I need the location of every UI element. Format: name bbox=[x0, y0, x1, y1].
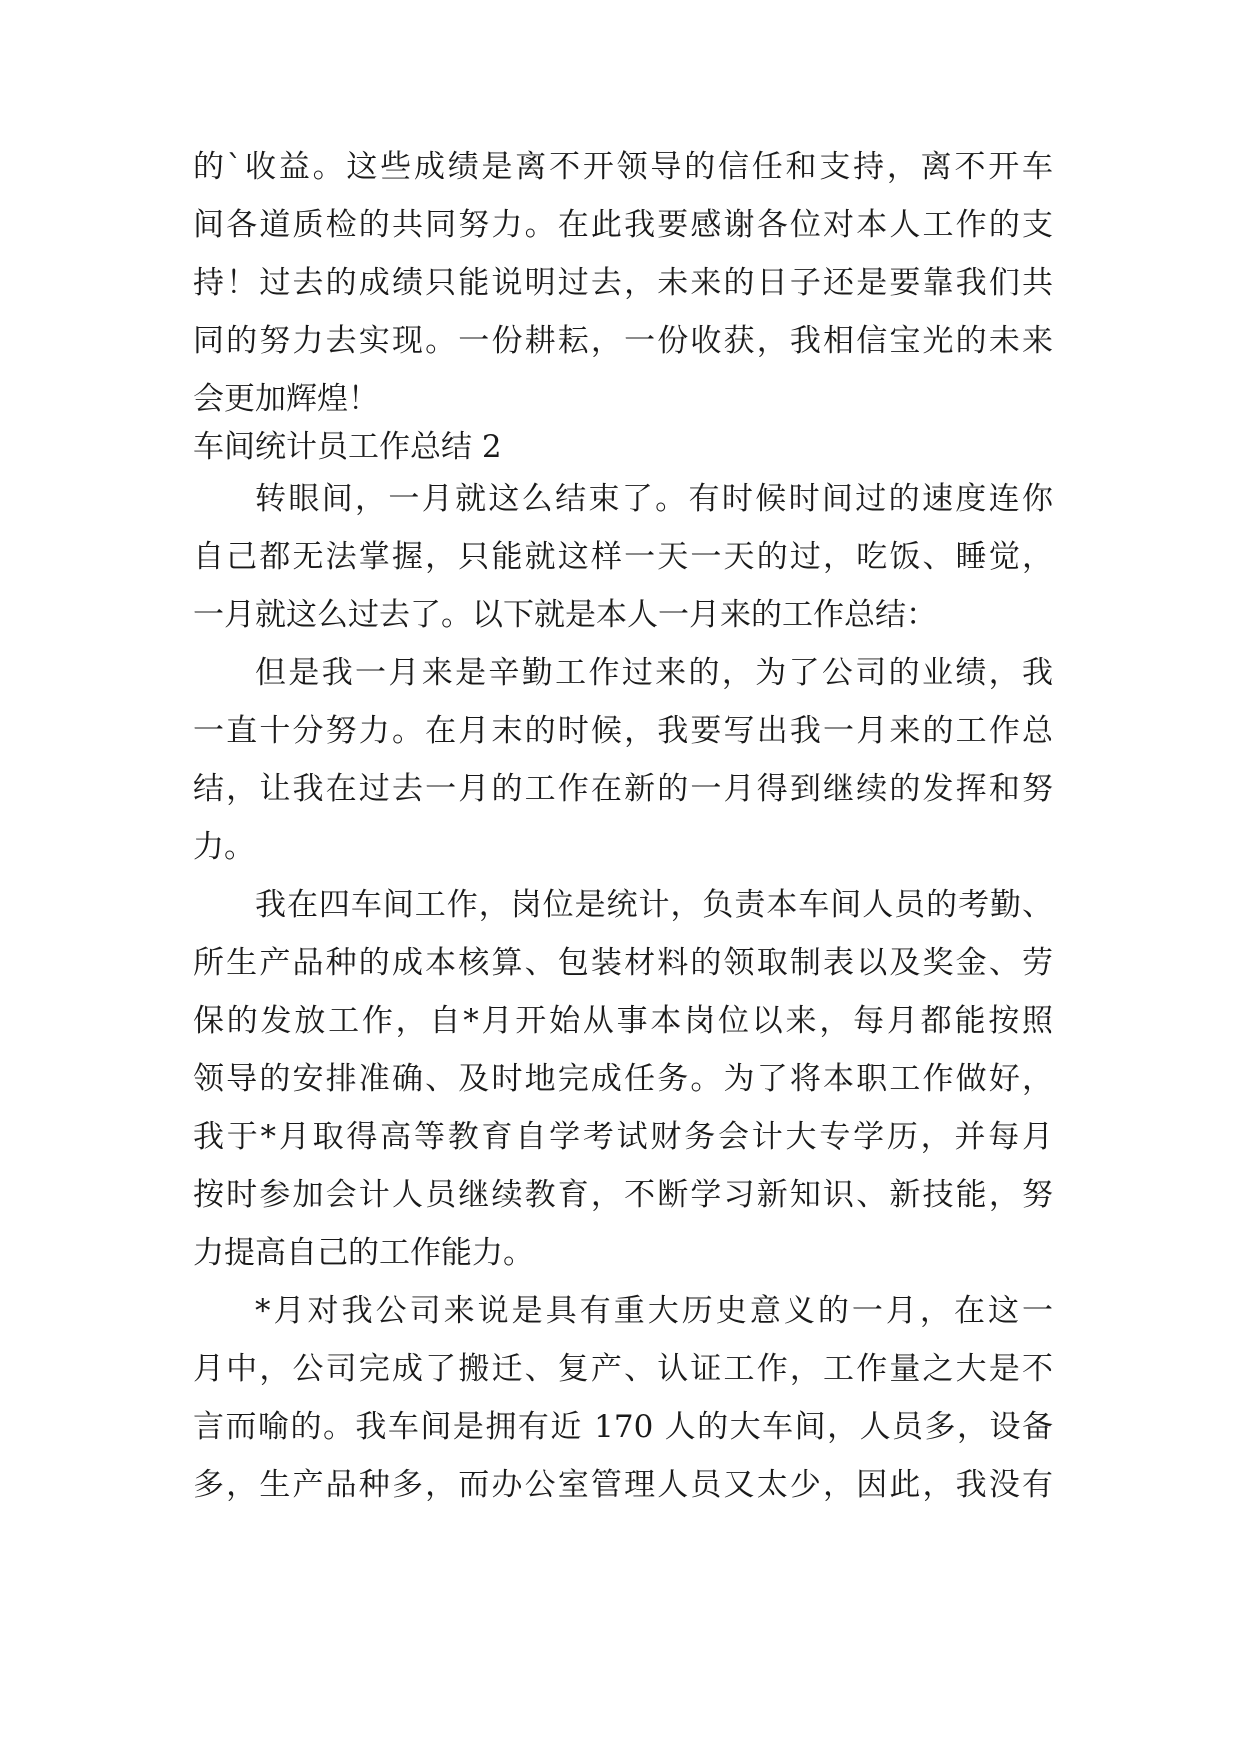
text-line: 保的发放工作，自*月开始从事本岗位以来，每月都能按照 bbox=[193, 1003, 1053, 1039]
text-line: 言而喻的。我车间是拥有近 170 人的大车间，人员多，设备 bbox=[193, 1409, 1053, 1445]
text-line: 间各道质检的共同努力。在此我要感谢各位对本人工作的支 bbox=[193, 207, 1053, 243]
text-line: 我于*月取得高等教育自学考试财务会计大专学历，并每月 bbox=[193, 1119, 1053, 1155]
paragraph-first-line: 但是我一月来是辛勤工作过来的，为了公司的业绩，我 bbox=[255, 655, 1053, 691]
text-line: 所生产品种的成本核算、包装材料的领取制表以及奖金、劳 bbox=[193, 945, 1053, 981]
text-line: 按时参加会计人员继续教育，不断学习新知识、新技能，努 bbox=[193, 1177, 1053, 1213]
text-line: 会更加辉煌！ bbox=[193, 381, 379, 417]
paragraph-first-line: *月对我公司来说是具有重大历史意义的一月，在这一 bbox=[255, 1293, 1053, 1329]
section-heading: 车间统计员工作总结 2 bbox=[193, 429, 502, 465]
text-line: 同的努力去实现。一份耕耘，一份收获，我相信宝光的未来 bbox=[193, 323, 1053, 359]
text-line: 力。 bbox=[193, 829, 255, 865]
text-line: 领导的安排准确、及时地完成任务。为了将本职工作做好， bbox=[193, 1061, 1053, 1097]
text-line: 一月就这么过去了。以下就是本人一月来的工作总结： bbox=[193, 597, 937, 633]
text-line: 力提高自己的工作能力。 bbox=[193, 1235, 534, 1271]
text-line: 持！过去的成绩只能说明过去，未来的日子还是要靠我们共 bbox=[193, 265, 1053, 301]
text-line: 一直十分努力。在月末的时候，我要写出我一月来的工作总 bbox=[193, 713, 1053, 749]
text-line: 多，生产品种多，而办公室管理人员又太少，因此，我没有 bbox=[193, 1467, 1053, 1503]
text-line: 结，让我在过去一月的工作在新的一月得到继续的发挥和努 bbox=[193, 771, 1053, 807]
paragraph-first-line: 转眼间，一月就这么结束了。有时候时间过的速度连你 bbox=[255, 481, 1053, 517]
paragraph-first-line: 我在四车间工作，岗位是统计，负责本车间人员的考勤、 bbox=[255, 887, 1053, 923]
text-line: 月中，公司完成了搬迁、复产、认证工作，工作量之大是不 bbox=[193, 1351, 1053, 1387]
text-line: 自己都无法掌握，只能就这样一天一天的过，吃饭、睡觉， bbox=[193, 539, 1053, 575]
text-line: 的`收益。这些成绩是离不开领导的信任和支持，离不开车 bbox=[193, 149, 1053, 185]
